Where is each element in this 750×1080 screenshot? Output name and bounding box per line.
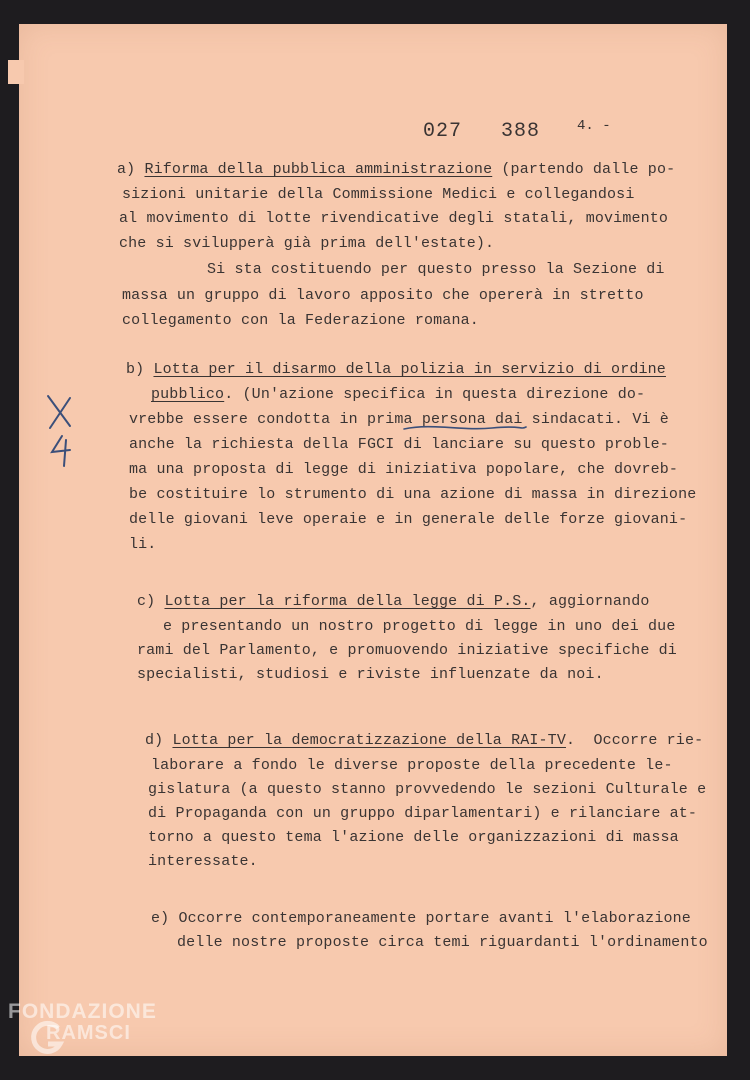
section-b-line-4: anche la richiesta della FGCI di lanciare su questo proble- xyxy=(129,436,669,453)
section-a-line-6: massa un gruppo di lavoro apposito che opererà in stretto xyxy=(122,287,644,304)
section-d-line-5: torno a questo tema l'azione delle organizzazioni di massa xyxy=(148,829,679,846)
section-d-line-1: d) Lotta per la democratizzazione della RAI-TV. Occorre rie- xyxy=(145,732,704,749)
fondazione-gramsci-watermark xyxy=(8,1000,188,1070)
section-a-line-7: collegamento con la Federazione romana. xyxy=(122,312,479,329)
document-page xyxy=(19,24,727,1056)
document-number: 027 388 xyxy=(423,120,541,143)
section-d-line-2: laborare a fondo le diverse proposte della precedente le- xyxy=(151,757,673,774)
section-e-line-2: delle nostre proposte circa temi riguardanti l'ordinamento xyxy=(177,934,708,951)
section-b-line-8: li. xyxy=(129,536,157,553)
section-b-line-1: b) Lotta per il disarmo della polizia in servizio di ordine xyxy=(126,361,666,378)
section-b-line-5: ma una proposta di legge di iniziativa popolare, che dovreb- xyxy=(129,461,679,478)
section-d-title: Lotta per la democratizzazione della RAI-TV xyxy=(172,732,566,749)
section-b-title-cont: pubblico xyxy=(151,386,225,403)
section-c-line-1: c) Lotta per la riforma della legge di P.S., aggiornando xyxy=(137,593,650,610)
section-a-line-3: al movimento di lotte rivendicative degli statali, movimento xyxy=(119,210,669,227)
section-b-line-3: vrebbe essere condotta in prima persona dai sindacati. Vi è xyxy=(129,411,669,428)
margin-annotation xyxy=(40,392,80,472)
section-a-line-4: che si svilupperà già prima dell'estate). xyxy=(119,235,495,252)
section-c-title: Lotta per la riforma della legge di P.S. xyxy=(164,593,531,610)
section-d-line-4: di Propaganda con un gruppo diparlamentari) e rilanciare at- xyxy=(148,805,698,822)
section-c-line-2: e presentando un nostro progetto di legge in uno dei due xyxy=(163,618,676,635)
paper-tear xyxy=(8,60,24,84)
watermark-line-2: RAMSCI xyxy=(46,1022,131,1044)
section-d-line-3: gislatura (a questo stanno provvedendo le sezioni Culturale e xyxy=(148,781,707,798)
watermark-line-1: FONDAZIONE xyxy=(8,1000,157,1023)
handwritten-underline xyxy=(402,421,528,435)
section-c-line-3: rami del Parlamento, e promuovendo iniziative specifiche di xyxy=(137,642,677,659)
section-a-line-5: Si sta costituendo per questo presso la Sezione di xyxy=(207,261,665,278)
section-b-title: Lotta per il disarmo della polizia in servizio di ordine xyxy=(153,361,666,378)
section-d-line-6: interessate. xyxy=(148,853,258,870)
section-a-title: Riforma della pubblica amministrazione xyxy=(144,161,493,178)
section-e-line-1: e) Occorre contemporaneamente portare avanti l'elaborazione xyxy=(151,910,691,927)
section-b-line-2: pubblico. (Un'azione specifica in questa direzione do- xyxy=(151,386,646,403)
section-a-line-1: a) Riforma della pubblica amministrazione (partendo dalle po- xyxy=(117,161,676,178)
page-number: 4. - xyxy=(577,118,611,134)
section-b-line-7: delle giovani leve operaie e in generale delle forze giovani- xyxy=(129,511,688,528)
section-b-line-6: be costituire lo strumento di una azione di massa in direzione xyxy=(129,486,697,503)
section-c-line-4: specialisti, studiosi e riviste influenzate da noi. xyxy=(137,666,604,683)
section-a-line-2: sizioni unitarie della Commissione Medici e collegandosi xyxy=(122,186,635,203)
